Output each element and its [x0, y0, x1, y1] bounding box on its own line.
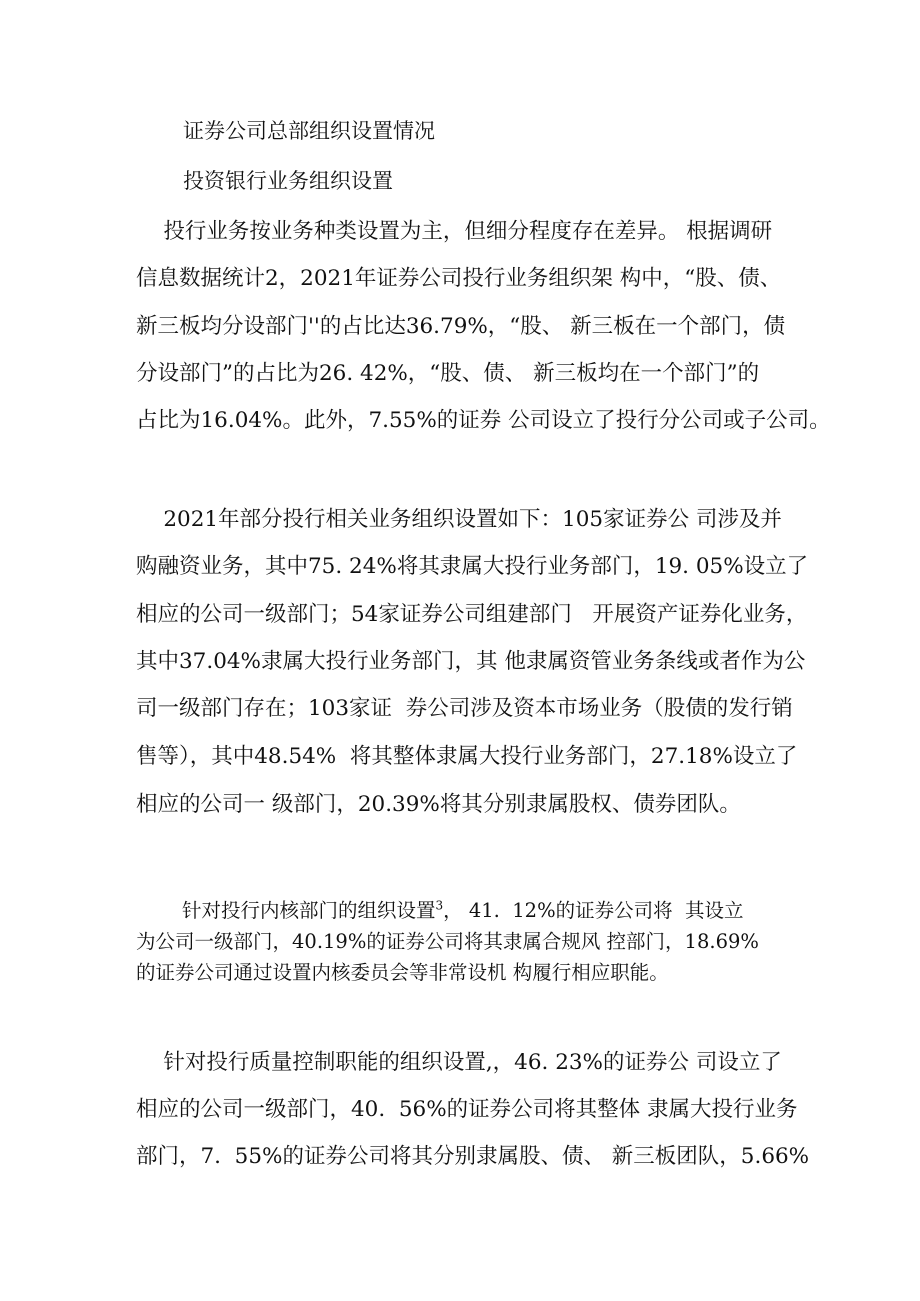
footnote-marker: 3 [435, 898, 444, 913]
paragraph-line: 部门，7. 55%的证券公司将其分别隶属股、债、 新三板团队，5.66% [136, 1144, 810, 1169]
paragraph-line: 投行业务按业务种类设置为主，但细分程度存在差异。 根据调研 [136, 219, 773, 244]
paragraph-line: 为公司一级部门，40.19%的证券公司将其隶属合规风 控部门，18.69% [136, 930, 759, 953]
paragraph-line: 分设部门”的占比为26. 42%，“股、债、 新三板均在一个部门”的 [136, 361, 760, 386]
paragraph-line: 相应的公司一 级部门，20.39%将其分别隶属股权、债券团队。 [136, 792, 741, 817]
paragraph-line: 相应的公司一级部门；54家证券公司组建部门 开展资产证券化业务， [136, 602, 808, 627]
subsection-heading: 投资银行业务组织设置 [183, 169, 393, 193]
paragraph-line: 占比为16.04%。此外，7.55%的证券 公司设立了投行分公司或子公司。 [136, 408, 831, 433]
paragraph-line: 的证券公司通过设置内核委员会等非常设机 构履行相应职能。 [136, 961, 669, 984]
paragraph-line-text: 针对投行内核部门的组织设置 [182, 899, 436, 922]
paragraph-line: 针对投行质量控制职能的组织设置,，46. 23%的证券公 司设立了 [136, 1050, 782, 1075]
paragraph-line: 售等），其中48.54% 将其整体隶属大投行业务部门，27.18%设立了 [136, 744, 798, 769]
paragraph-line: 2021年部分投行相关业务组织设置如下：105家证券公 司涉及并 [136, 507, 782, 532]
paragraph-line [182, 898, 862, 922]
paragraph-line-text: ， 41. 12%的证券公司将 其设立 [443, 899, 744, 922]
paragraph-line: 司一级部门存在；103家证 券公司涉及资本市场业务（股债的发行销 [136, 696, 793, 721]
paragraph-line: 其中37.04%隶属大投行业务部门，其 他隶属资管业务条线或者作为公 [136, 649, 806, 674]
paragraph-line: 购融资业务，其中75. 24%将其隶属大投行业务部门，19. 05%设立了 [136, 554, 809, 579]
paragraph-line: 新三板均分设部门''的占比达36.79%，“股、 新三板在一个部门，债 [136, 314, 786, 339]
section-heading: 证券公司总部组织设置情况 [183, 119, 435, 143]
paragraph-line: 相应的公司一级部门，40. 56%的证券公司将其整体 隶属大投行业务 [136, 1097, 798, 1122]
paragraph-line: 信息数据统计2，2021年证券公司投行业务组织架 构中，“股、债、 [136, 266, 782, 291]
